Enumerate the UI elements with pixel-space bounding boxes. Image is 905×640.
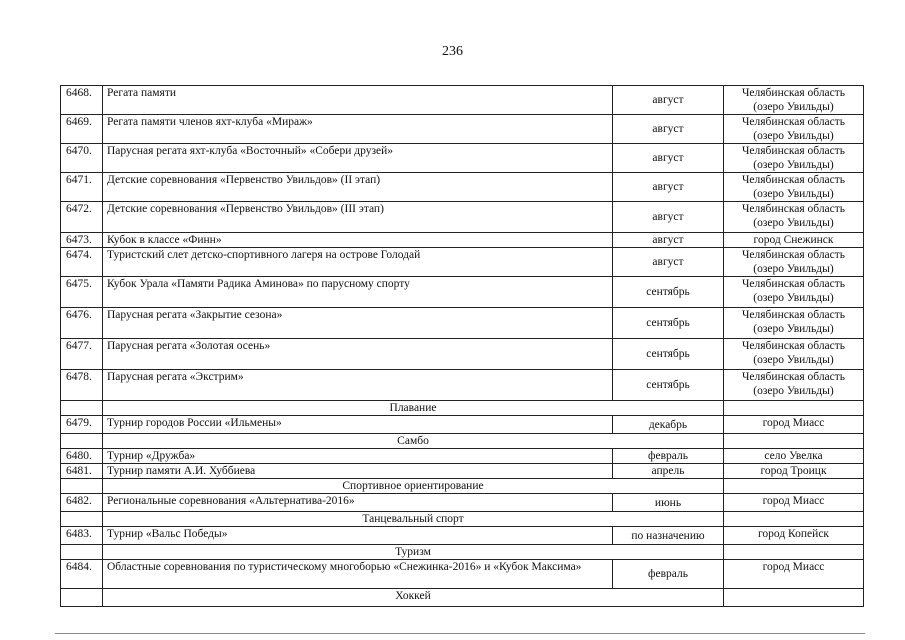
event-date: июнь	[613, 494, 724, 512]
row-number: 6478.	[61, 370, 103, 401]
event-date: август	[613, 173, 724, 202]
event-name: Парусная регата «Экстрим»	[103, 370, 613, 401]
event-date: август	[613, 248, 724, 277]
event-name: Кубок Урала «Памяти Радика Аминова» по парусному спорту	[103, 277, 613, 308]
event-place: Челябинская область (озеро Увильды)	[724, 202, 864, 233]
event-place: город Миасс	[724, 560, 864, 589]
table-row	[61, 277, 864, 308]
event-date: декабрь	[613, 416, 724, 434]
row-number: 6472.	[61, 202, 103, 233]
row-number: 6474.	[61, 248, 103, 277]
row-number: 6476.	[61, 308, 103, 339]
table-row	[61, 173, 864, 202]
table-row	[61, 202, 864, 233]
row-number: 6469.	[61, 115, 103, 144]
row-number: 6481.	[61, 464, 103, 479]
table-row	[61, 86, 864, 115]
event-date: август	[613, 202, 724, 233]
section-empty-cell	[61, 545, 103, 560]
event-place: город Копейск	[724, 527, 864, 545]
event-name: Кубок в классе «Финн»	[103, 233, 613, 248]
event-place: город Миасс	[724, 494, 864, 512]
event-place: город Миасс	[724, 416, 864, 434]
event-date: август	[613, 115, 724, 144]
section-empty-cell	[61, 512, 103, 527]
table-row	[61, 560, 864, 589]
event-name: Детские соревнования «Первенство Увильдов» (II этап)	[103, 173, 613, 202]
table-row	[61, 339, 864, 370]
table-row	[61, 416, 864, 434]
section-empty-cell	[61, 589, 103, 607]
table-row	[61, 494, 864, 512]
section-empty-cell	[61, 479, 103, 494]
event-date: по назначению	[613, 527, 724, 545]
event-name: Турнир памяти А.И. Хуббиева	[103, 464, 613, 479]
event-place: село Увелка	[724, 449, 864, 464]
row-number: 6479.	[61, 416, 103, 434]
section-header-row	[61, 401, 864, 416]
event-date: сентябрь	[613, 339, 724, 370]
events-table	[60, 85, 864, 607]
section-header-row	[61, 479, 864, 494]
event-place: Челябинская область (озеро Увильды)	[724, 173, 864, 202]
event-place: Челябинская область (озеро Увильды)	[724, 248, 864, 277]
event-name: Детские соревнования «Первенство Увильдов» (III этап)	[103, 202, 613, 233]
table-row	[61, 115, 864, 144]
event-date: август	[613, 233, 724, 248]
table-row	[61, 233, 864, 248]
event-place: Челябинская область (озеро Увильды)	[724, 339, 864, 370]
event-name: Турнир «Вальс Победы»	[103, 527, 613, 545]
row-number: 6482.	[61, 494, 103, 512]
section-empty-cell	[724, 434, 864, 449]
section-title: Самбо	[103, 434, 724, 449]
page-number: 236	[442, 44, 463, 59]
row-number: 6484.	[61, 560, 103, 589]
section-empty-cell	[724, 512, 864, 527]
event-place: город Троицк	[724, 464, 864, 479]
event-date: август	[613, 86, 724, 115]
section-title: Плавание	[103, 401, 724, 416]
event-date: август	[613, 144, 724, 173]
event-name: Регата памяти членов яхт-клуба «Мираж»	[103, 115, 613, 144]
event-place: Челябинская область (озеро Увильды)	[724, 277, 864, 308]
section-empty-cell	[61, 434, 103, 449]
row-number: 6473.	[61, 233, 103, 248]
table-row	[61, 527, 864, 545]
section-empty-cell	[61, 401, 103, 416]
row-number: 6468.	[61, 86, 103, 115]
table-row	[61, 144, 864, 173]
section-empty-cell	[724, 479, 864, 494]
event-name: Регата памяти	[103, 86, 613, 115]
event-date: февраль	[613, 560, 724, 589]
table-row	[61, 464, 864, 479]
event-name: Турнир «Дружба»	[103, 449, 613, 464]
section-title: Спортивное ориентирование	[103, 479, 724, 494]
section-title: Туризм	[103, 545, 724, 560]
events-table-container	[60, 85, 863, 607]
section-title: Хоккей	[103, 589, 724, 607]
section-header-row	[61, 512, 864, 527]
event-place: Челябинская область (озеро Увильды)	[724, 115, 864, 144]
event-date: февраль	[613, 449, 724, 464]
events-table-body	[61, 86, 864, 607]
section-header-row	[61, 589, 864, 607]
table-row	[61, 308, 864, 339]
event-name: Парусная регата «Закрытие сезона»	[103, 308, 613, 339]
section-title: Танцевальный спорт	[103, 512, 724, 527]
row-number: 6471.	[61, 173, 103, 202]
table-row	[61, 449, 864, 464]
event-date: апрель	[613, 464, 724, 479]
event-place: Челябинская область (озеро Увильды)	[724, 144, 864, 173]
event-name: Областные соревнования по туристическому многоборью «Снежинка-2016» и «Кубок Максима»	[103, 560, 613, 589]
section-header-row	[61, 434, 864, 449]
row-number: 6477.	[61, 339, 103, 370]
bottom-rule	[55, 633, 865, 634]
event-place: Челябинская область (озеро Увильды)	[724, 308, 864, 339]
row-number: 6483.	[61, 527, 103, 545]
table-row	[61, 248, 864, 277]
event-name: Парусная регата яхт-клуба «Восточный» «Собери друзей»	[103, 144, 613, 173]
event-name: Турнир городов России «Ильмены»	[103, 416, 613, 434]
event-place: Челябинская область (озеро Увильды)	[724, 370, 864, 401]
event-date: сентябрь	[613, 370, 724, 401]
event-name: Парусная регата «Золотая осень»	[103, 339, 613, 370]
table-row	[61, 370, 864, 401]
event-place: Челябинская область (озеро Увильды)	[724, 86, 864, 115]
section-header-row	[61, 545, 864, 560]
row-number: 6480.	[61, 449, 103, 464]
event-place: город Снежинск	[724, 233, 864, 248]
section-empty-cell	[724, 589, 864, 607]
section-empty-cell	[724, 545, 864, 560]
row-number: 6470.	[61, 144, 103, 173]
row-number: 6475.	[61, 277, 103, 308]
event-date: сентябрь	[613, 308, 724, 339]
event-date: сентябрь	[613, 277, 724, 308]
event-name: Региональные соревнования «Альтернатива-2016»	[103, 494, 613, 512]
section-empty-cell	[724, 401, 864, 416]
event-name: Туристский слет детско-спортивного лагеря на острове Голодай	[103, 248, 613, 277]
